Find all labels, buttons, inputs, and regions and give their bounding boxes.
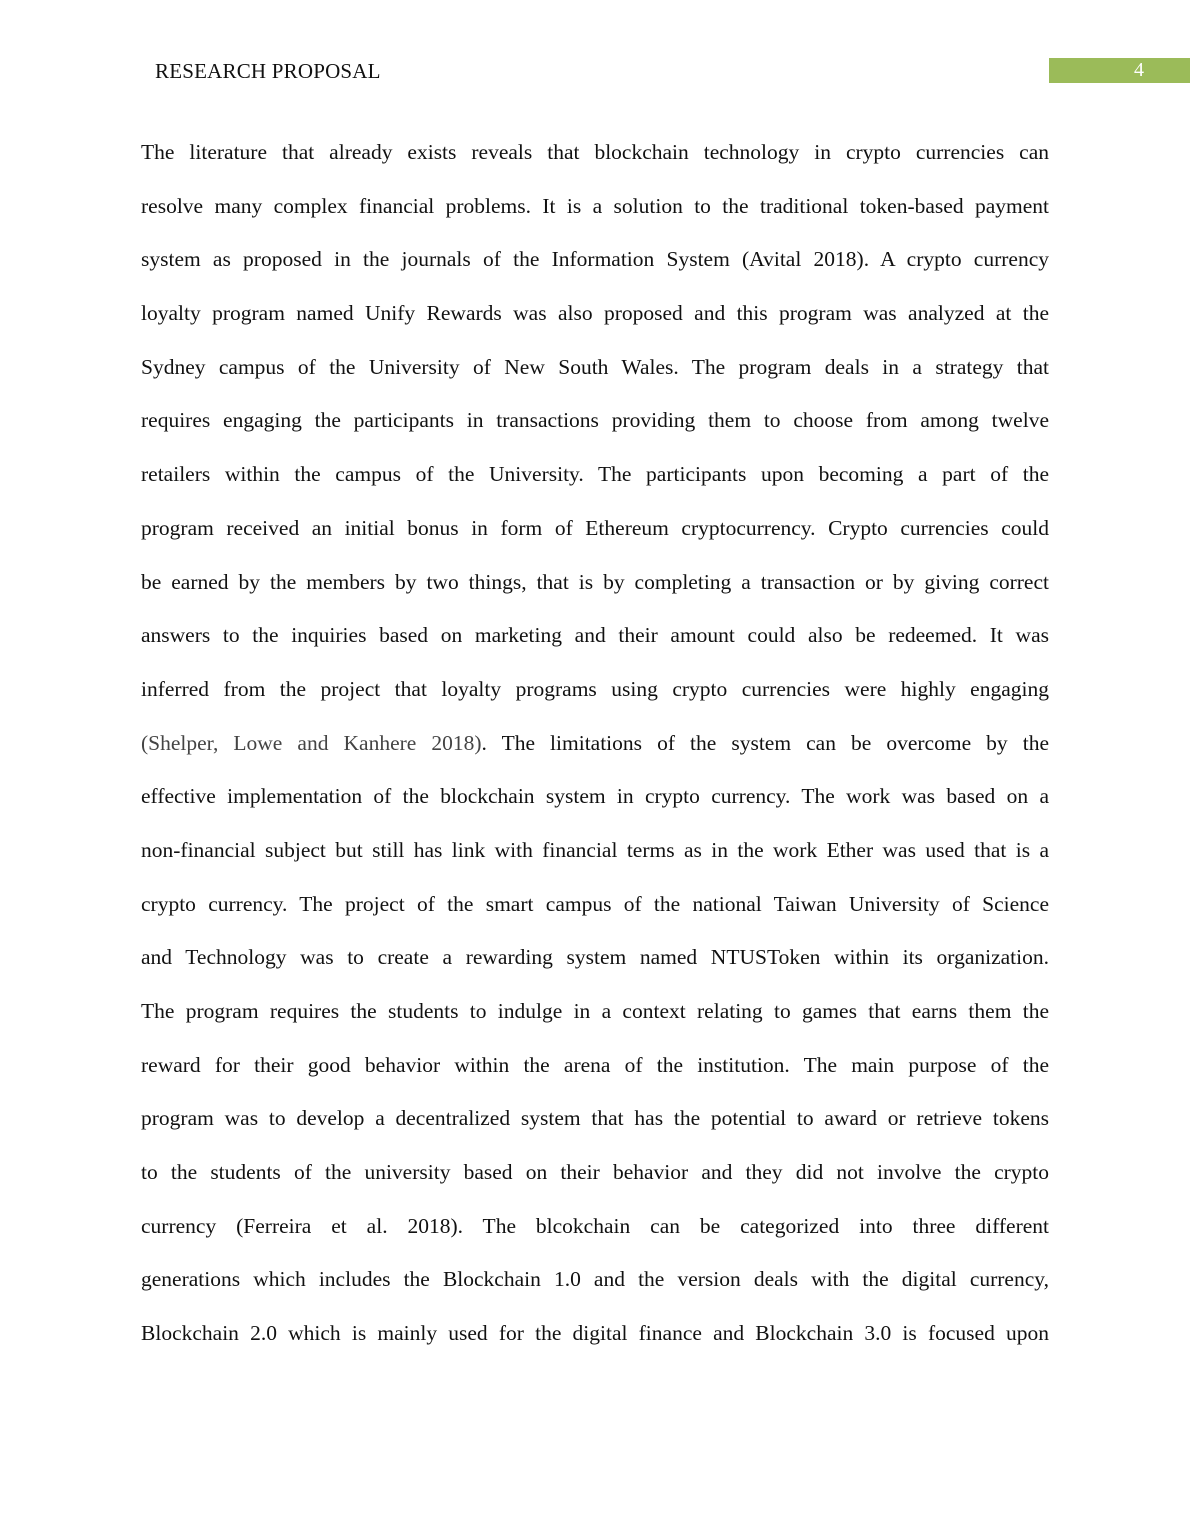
paragraph-line-8: program received an initial bonus in form of Ethereum cryptocurrency. Crypto currencies could bbox=[141, 515, 1049, 540]
paragraph-line-13: effective implementation of the blockchain system in crypto currency. The work was based on a bbox=[141, 784, 1049, 809]
paragraph-line-12-rest: . The limitations of the system can be overcome by the bbox=[481, 730, 1049, 755]
paragraph-line-17: The program requires the students to indulge in a context relating to games that earns them the bbox=[141, 999, 1049, 1023]
paragraph-line-4: loyalty program named Unify Rewards was also proposed and this program was analyzed at the bbox=[141, 301, 1049, 326]
paragraph-line-19: program was to develop a decentralized system that has the potential to award or retrieve tokens bbox=[141, 1106, 1049, 1131]
paragraph-line-2: resolve many complex financial problems. It is a solution to the traditional token-based payment bbox=[141, 193, 1049, 218]
paragraph-line-16: and Technology was to create a rewarding system named NTUSToken within its organization. bbox=[141, 945, 1049, 970]
paragraph-line-5: Sydney campus of the University of New South Wales. The program deals in a strategy that bbox=[141, 354, 1049, 379]
paragraph-line-10: answers to the inquiries based on marketing and their amount could also be redeemed. It was bbox=[141, 623, 1049, 648]
running-head-title: RESEARCH PROPOSAL bbox=[155, 59, 381, 83]
paragraph-line-3: system as proposed in the journals of the Information System (Avital 2018). A crypto currency bbox=[141, 247, 1049, 272]
page-number: 4 bbox=[1134, 59, 1144, 81]
paragraph-line-21: currency (Ferreira et al. 2018). The blcokchain can be categorized into three different bbox=[141, 1213, 1049, 1238]
page-number-badge bbox=[1049, 58, 1190, 83]
paragraph-line-23: Blockchain 2.0 which is mainly used for the digital finance and Blockchain 3.0 is focused upon bbox=[141, 1321, 1049, 1346]
paragraph-line-7: retailers within the campus of the University. The participants upon becoming a part of the bbox=[141, 462, 1049, 487]
paragraph-line-18: reward for their good behavior within the arena of the institution. The main purpose of the bbox=[141, 1052, 1049, 1077]
paragraph-line-6: requires engaging the participants in transactions providing them to choose from among twelve bbox=[141, 408, 1049, 433]
paragraph-line-9: be earned by the members by two things, that is by completing a transaction or by giving correct bbox=[141, 569, 1049, 594]
paragraph-line-15: crypto currency. The project of the smart campus of the national Taiwan University of Science bbox=[141, 891, 1049, 916]
citation-shelper: (Shelper, Lowe and Kanhere 2018) bbox=[141, 730, 482, 755]
paragraph-line-11: inferred from the project that loyalty programs using crypto currencies were highly engaging bbox=[141, 676, 1049, 701]
paragraph-line-14: non-financial subject but still has link with financial terms as in the work Ether was used that is a bbox=[141, 837, 1049, 862]
paragraph-line-22: generations which includes the Blockchain 1.0 and the version deals with the digital currency, bbox=[141, 1267, 1049, 1292]
paragraph-line-12 bbox=[141, 717, 1049, 771]
paragraph-line-20: to the students of the university based on their behavior and they did not involve the crypto bbox=[141, 1160, 1049, 1185]
paragraph-line-1: The literature that already exists reveals that blockchain technology in crypto currencies can bbox=[141, 140, 1049, 164]
body-paragraph bbox=[141, 126, 1049, 1361]
